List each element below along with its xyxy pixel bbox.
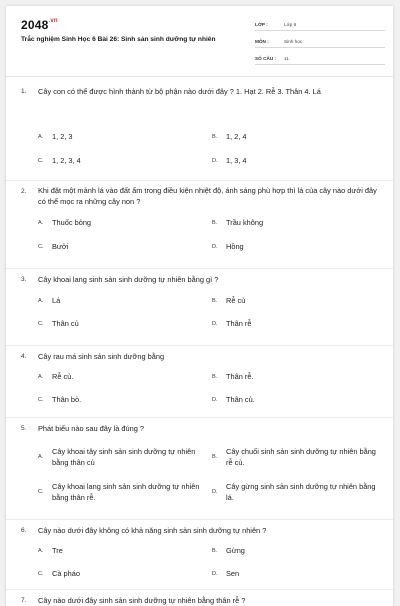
- meta-key: MÔN :: [255, 38, 269, 44]
- logo-suffix: .vn: [48, 18, 58, 24]
- option-letter: A.: [38, 454, 44, 460]
- question-3: [6, 269, 393, 346]
- question-text: Cây nào dưới đây sinh sản sinh dưỡng tự nhiên bằng thân rễ ?: [38, 596, 246, 605]
- option-text: Cây gừng sinh sản sinh dưỡng tự nhiên bằng lá.: [226, 482, 376, 502]
- option-letter: A.: [38, 548, 44, 554]
- meta-key: SỐ CÂU :: [255, 55, 277, 61]
- question-number: 1.: [21, 88, 27, 95]
- option-letter: D.: [212, 321, 218, 327]
- meta-value: Sinh học: [284, 38, 303, 44]
- option-text: Cây chuối sinh sản sinh dưỡng tự nhiên bằng rễ củ.: [226, 447, 376, 467]
- option-text: Cây khoai tây sinh sản sinh dưỡng tự nhiên bằng thân củ: [52, 447, 196, 467]
- option-letter: C.: [38, 397, 44, 403]
- option-letter: B.: [212, 134, 218, 140]
- question-text: Khi đặt một mảnh lá vào đất ẩm trong điều kiện nhiệt độ, ánh sáng phù hợp thì lá của cây nào dưới đây có thể mọc ra những cây non ?: [38, 186, 377, 206]
- meta-key: LỚP :: [255, 21, 268, 27]
- option-text: Rễ củ: [226, 296, 246, 305]
- quiz-meta: [255, 18, 385, 69]
- option-letter: A.: [38, 220, 44, 226]
- meta-value: 11: [284, 55, 289, 61]
- option-text: Gừng: [226, 546, 245, 555]
- option-letter: A.: [38, 298, 44, 304]
- option-letter: B.: [212, 298, 218, 304]
- option-text: Bưởi: [52, 242, 69, 251]
- option-text: Thân củ.: [226, 395, 255, 404]
- option-text: Thân rễ: [226, 319, 252, 328]
- question-2: [6, 181, 393, 269]
- option-text: Hồng: [226, 242, 244, 251]
- option-letter: D.: [212, 489, 218, 495]
- option-text: Thuốc bỏng: [52, 218, 92, 227]
- option-letter: B.: [212, 548, 218, 554]
- option-letter: B.: [212, 220, 218, 226]
- question-5: [6, 418, 393, 520]
- quiz-page: [6, 6, 393, 606]
- option-letter: C.: [38, 244, 44, 250]
- option-letter: A.: [38, 374, 44, 380]
- option-letter: C.: [38, 571, 44, 577]
- option-letter: C.: [38, 321, 44, 327]
- option-text: Cây khoai lang sinh sản sinh dưỡng tự nhiên bằng thân rễ.: [52, 482, 200, 502]
- question-text: Cây nào dưới đây không có khả năng sinh sản sinh dưỡng tự nhiên ?: [38, 526, 267, 535]
- option-letter: C.: [38, 158, 44, 164]
- question-text: Cây rau má sinh sản sinh dưỡng bằng: [38, 352, 165, 361]
- option-text: Tre: [52, 546, 63, 555]
- question-list: [6, 84, 393, 606]
- option-letter: B.: [212, 454, 218, 460]
- meta-value: Lớp 6: [284, 21, 297, 27]
- question-6: [6, 520, 393, 590]
- header-divider: [6, 76, 393, 77]
- question-number: 5.: [21, 425, 27, 432]
- question-text: Phát biểu nào sau đây là đúng ?: [38, 424, 145, 433]
- logo-text: 2048: [21, 18, 49, 32]
- option-letter: A.: [38, 134, 44, 140]
- option-text: Thân củ: [52, 319, 79, 328]
- option-text: Thân bò.: [52, 395, 82, 404]
- option-letter: C.: [38, 489, 44, 495]
- meta-row-class: [255, 18, 385, 31]
- option-text: 1, 2, 3: [52, 132, 73, 141]
- option-text: Trầu không: [226, 218, 264, 227]
- meta-row-subject: [255, 35, 385, 48]
- site-logo[interactable]: [21, 18, 58, 32]
- option-letter: D.: [212, 158, 218, 164]
- option-text: Sen: [226, 569, 240, 578]
- question-number: 3.: [21, 276, 27, 283]
- question-text: Cây khoai lang sinh sản sinh dưỡng tự nhiên bằng gì ?: [38, 275, 219, 284]
- question-text: Cây con có thể được hình thành từ bộ phận nào dưới đây ? 1. Hạt 2. Rễ 3. Thân 4. Lá: [38, 87, 321, 96]
- meta-row-count: [255, 52, 385, 65]
- option-text: Lá: [52, 296, 61, 305]
- page-title: Trắc nghiệm Sinh Học 6 Bài 26: Sinh sản sinh dưỡng tự nhiên: [21, 36, 216, 43]
- option-text: 1, 2, 3, 4: [52, 156, 81, 165]
- question-number: 7.: [21, 597, 27, 604]
- question-7: [6, 590, 393, 606]
- option-text: Rễ củ.: [52, 372, 74, 381]
- question-4: [6, 346, 393, 418]
- option-text: Cà pháo: [52, 569, 80, 578]
- option-text: 1, 2, 4: [226, 132, 247, 141]
- question-number: 4.: [21, 353, 27, 360]
- option-letter: D.: [212, 571, 218, 577]
- question-number: 2.: [21, 188, 27, 195]
- option-letter: D.: [212, 397, 218, 403]
- option-text: 1, 3, 4: [226, 156, 247, 165]
- option-letter: B.: [212, 374, 218, 380]
- option-text: Thân rễ.: [226, 372, 254, 381]
- page-header: [6, 6, 393, 64]
- question-number: 6.: [21, 527, 27, 534]
- question-1: [6, 84, 393, 181]
- option-letter: D.: [212, 244, 218, 250]
